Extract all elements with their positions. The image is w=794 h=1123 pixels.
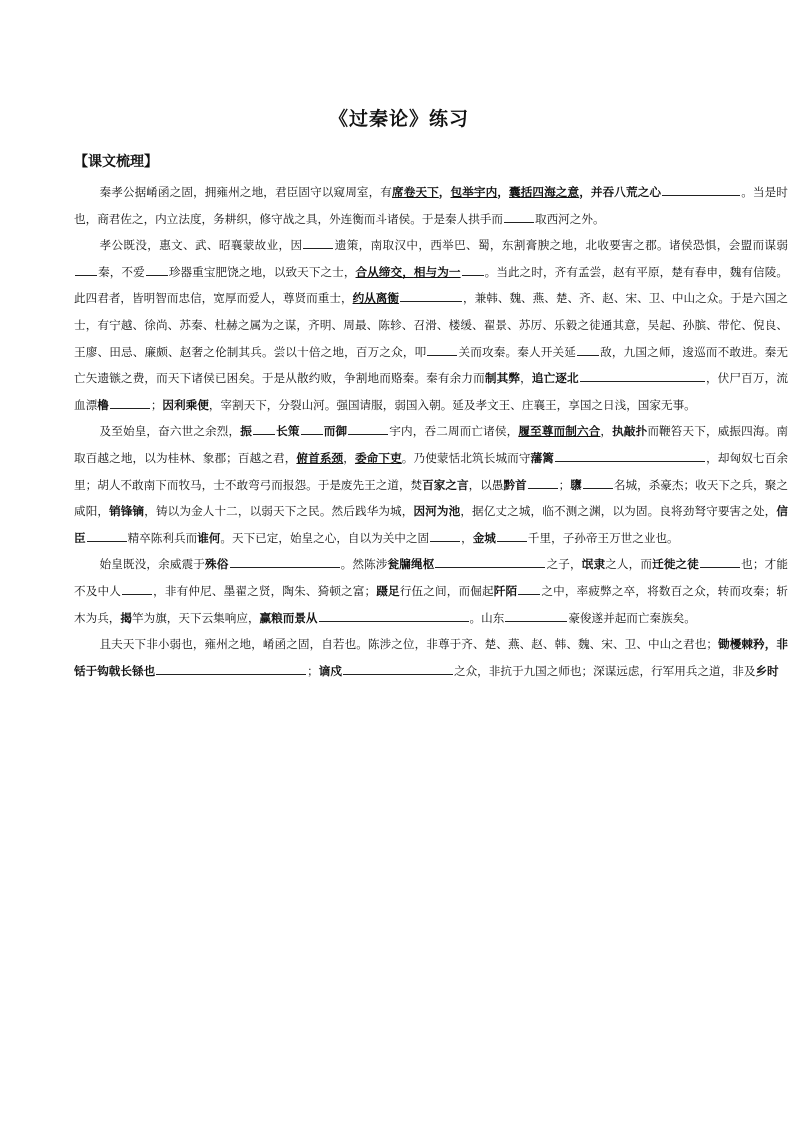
key-phrase: 追亡逐北	[531, 371, 579, 386]
answer-blank[interactable]	[555, 449, 705, 462]
key-phrase: 销锋镝	[109, 504, 145, 519]
answer-blank[interactable]	[319, 609, 469, 622]
text: 且夫天下非小弱也，雍州之地，崤函之固，自若也。陈涉之位，非尊于齐、楚、燕、赵、韩、魏、宋、卫、中山之君也；	[99, 637, 718, 652]
key-phrase: 黔首	[503, 477, 527, 492]
text: 名城，杀豪杰；收天下之兵，聚之咸阳，	[74, 477, 788, 519]
text: ，铸以为金人十二，以弱天下之民。然后践华为城，	[144, 504, 414, 519]
key-phrase: 长策	[275, 424, 300, 439]
text: ；	[558, 477, 571, 492]
answer-blank[interactable]	[430, 529, 460, 542]
text: 。乃使蒙恬北筑长城而守	[401, 450, 531, 465]
text: 秦孝公据崤函之固，拥雍州之地，君臣固守以窥周室，有	[99, 185, 392, 199]
text: 敌，九国之师，逡巡而不敢进。秦无亡矢遗镞之费，而天下诸侯已困矣。于是从散约败，争割地而赂秦。秦有余力而	[74, 344, 788, 386]
answer-blank[interactable]	[427, 343, 457, 356]
key-phrase: 赢粮而景从	[259, 610, 318, 625]
text: ，	[343, 450, 355, 465]
text: ，据亿丈之城，临不测之渊，以为固。良将劲弩守要害之处，	[460, 504, 777, 519]
answer-blank[interactable]	[462, 263, 484, 276]
text: 宇内，吞二周而亡诸侯，	[389, 424, 519, 439]
text: ，却匈奴七百余里；胡人不敢南下而牧马，士不敢弯弓而报怨。于是废先王之道，焚	[74, 450, 788, 492]
key-phrase: 殊俗	[205, 557, 229, 572]
key-phrase: 振	[240, 424, 252, 439]
text: ，以愚	[468, 477, 504, 492]
key-phrase: 履至尊而制六合	[518, 424, 601, 439]
page-title: 《过秦论》练习	[328, 108, 469, 130]
key-phrase: 蹑足	[376, 583, 400, 598]
key-phrase: 因河为池	[413, 504, 461, 519]
key-phrase: 席卷天下	[392, 185, 439, 199]
paragraph-5	[74, 631, 788, 684]
answer-blank[interactable]	[156, 662, 306, 675]
key-phrase: 约从离衡	[352, 291, 399, 306]
key-phrase: 迁徙之徒	[652, 557, 700, 572]
paragraph-1	[74, 179, 788, 232]
answer-blank[interactable]	[230, 555, 340, 568]
answer-blank[interactable]	[348, 422, 388, 435]
text: 而鞭笞天下，威振四海。南取百越之地，以为桂林、象郡；百越之君，	[74, 424, 788, 465]
text: 竿为旗，天下云集响应，	[132, 610, 260, 625]
text: 遗策，南取汉中，西举巴、蜀，东割膏腴之地，北收要害之郡。诸侯恐惧，会盟而谋弱	[334, 238, 788, 253]
text: ，伏尸百万，流血漂	[74, 371, 788, 412]
answer-blank[interactable]	[146, 263, 168, 276]
text: 。当是时也，商君佐之，内立法度，务耕织，修守战之具，外连衡而斗诸侯。于是秦人拱手而	[74, 185, 788, 226]
answer-blank[interactable]	[518, 582, 540, 595]
text: 之众，非抗于九国之师也；深谋远虑，行军用兵之道，非及	[453, 663, 756, 678]
key-phrase: 谁何	[197, 530, 221, 545]
key-phrase: 囊括四海之意	[509, 185, 580, 199]
key-phrase: 因利乘便	[162, 397, 209, 412]
key-phrase: 信臣	[74, 504, 788, 545]
key-phrase: 谪戍	[318, 663, 342, 678]
paragraph-4	[74, 551, 788, 631]
text: ，	[579, 185, 591, 199]
answer-blank[interactable]	[110, 396, 150, 409]
key-phrase: 百家之言	[422, 477, 469, 492]
answer-blank[interactable]	[301, 422, 323, 435]
key-phrase: 揭	[120, 610, 132, 625]
text: 珍器重宝肥饶之地，以致天下之士，	[168, 264, 356, 279]
answer-blank[interactable]	[497, 529, 527, 542]
key-phrase: 藩篱	[530, 450, 554, 465]
answer-blank[interactable]	[700, 555, 740, 568]
answer-blank[interactable]	[122, 582, 152, 595]
answer-blank[interactable]	[662, 183, 740, 196]
text: ，非有仲尼、墨翟之贤，陶朱、猗顿之富；	[152, 583, 377, 598]
key-phrase: 阡陌	[493, 583, 518, 598]
text: ，兼韩、魏、燕、楚、齐、赵、宋、卫、中山之众。于是六国之士，有宁越、徐尚、苏秦、杜赫之属为之谋，齐明、周最、陈轸、召滑、楼缓、翟景、苏厉、乐毅之徒通其意，吴起、孙膑、带佗、倪良、王廖、田忌、廉颇、赵奢之伦制其兵。尝以十倍之地，百万之众，叩	[74, 291, 788, 359]
text: 。然陈涉	[340, 557, 388, 572]
key-phrase: 瓮牖绳枢	[387, 557, 435, 572]
text: 之中，率疲弊之卒，将数百之众，转而攻秦；斩木为兵，	[74, 583, 788, 625]
key-phrase: 相与为一	[413, 264, 461, 279]
paragraph-3	[74, 418, 788, 551]
answer-blank[interactable]	[75, 263, 97, 276]
text: 之子，	[546, 557, 582, 572]
answer-blank[interactable]	[580, 369, 705, 382]
text: ，	[438, 185, 451, 199]
answer-blank[interactable]	[343, 662, 453, 675]
answer-blank[interactable]	[528, 476, 558, 489]
text: 。天下已定，始皇之心，自以为关中之固	[220, 530, 430, 545]
answer-blank[interactable]	[435, 555, 545, 568]
answer-blank[interactable]	[303, 236, 333, 249]
text: ；	[307, 663, 319, 678]
text: 秦，不爱	[98, 264, 145, 279]
text: 始皇既没，余威震于	[99, 557, 206, 572]
key-phrase: 合从缔交	[355, 264, 403, 279]
answer-blank[interactable]	[577, 343, 599, 356]
text: 。山东	[469, 610, 505, 625]
key-phrase: 乡时	[755, 663, 779, 678]
key-phrase: 隳	[570, 477, 582, 492]
key-phrase: 包举宇内	[450, 185, 498, 199]
key-phrase: 俯首系颈	[296, 450, 344, 465]
key-phrase: 执敲扑	[612, 424, 648, 439]
text: 行伍之间，而倔起	[399, 583, 494, 598]
text: 。当此之时，齐有孟尝，赵有平原，楚有春申，魏有信陵。此四君者，皆明智而忠信，宽厚而爱人，尊贤而重士，	[74, 264, 788, 306]
text: 取西河之外。	[534, 211, 605, 226]
text: ，宰割天下，分裂山河。强国请服，弱国入朝。延及孝文王、庄襄王，享国之日浅，国家无事。	[208, 397, 696, 412]
answer-blank[interactable]	[400, 289, 462, 302]
key-phrase: 并吞八荒之心	[590, 185, 662, 199]
text: 精卒陈利兵而	[127, 530, 198, 545]
key-phrase: 委命下吏	[354, 450, 402, 465]
answer-blank[interactable]	[253, 422, 275, 435]
text: 孝公既没，惠文、武、昭襄蒙故业，因	[99, 238, 303, 253]
answer-blank[interactable]	[504, 210, 534, 223]
answer-blank[interactable]	[505, 609, 567, 622]
text: 关而攻秦。秦人开关延	[458, 344, 577, 359]
text: ，	[461, 530, 473, 545]
text: ，	[520, 371, 532, 386]
key-phrase: 氓隶	[581, 557, 606, 572]
text: ，	[497, 185, 509, 199]
text: 豪俊遂并起而亡秦族矣。	[568, 610, 696, 625]
answer-blank[interactable]	[583, 476, 613, 489]
text: ，	[600, 424, 613, 439]
text: 之人，而	[605, 557, 653, 572]
key-phrase: ，	[402, 264, 414, 279]
key-phrase: 而御	[323, 424, 348, 439]
key-phrase: 制其弊	[484, 371, 521, 386]
answer-blank[interactable]	[87, 529, 127, 542]
paragraph-2	[74, 232, 788, 418]
key-phrase: 锄櫌棘矜，非铦于钩戟长铩也	[74, 637, 788, 678]
text: ；	[150, 397, 163, 412]
text: 及至始皇，奋六世之余烈，	[99, 424, 241, 439]
key-phrase: 橹	[97, 397, 109, 412]
section-heading: 【课文梳理】	[74, 154, 158, 170]
text: 也；才能不及中人	[74, 557, 788, 598]
text: 千里，子孙帝王万世之业也。	[527, 530, 679, 545]
key-phrase: 金城	[472, 530, 496, 545]
